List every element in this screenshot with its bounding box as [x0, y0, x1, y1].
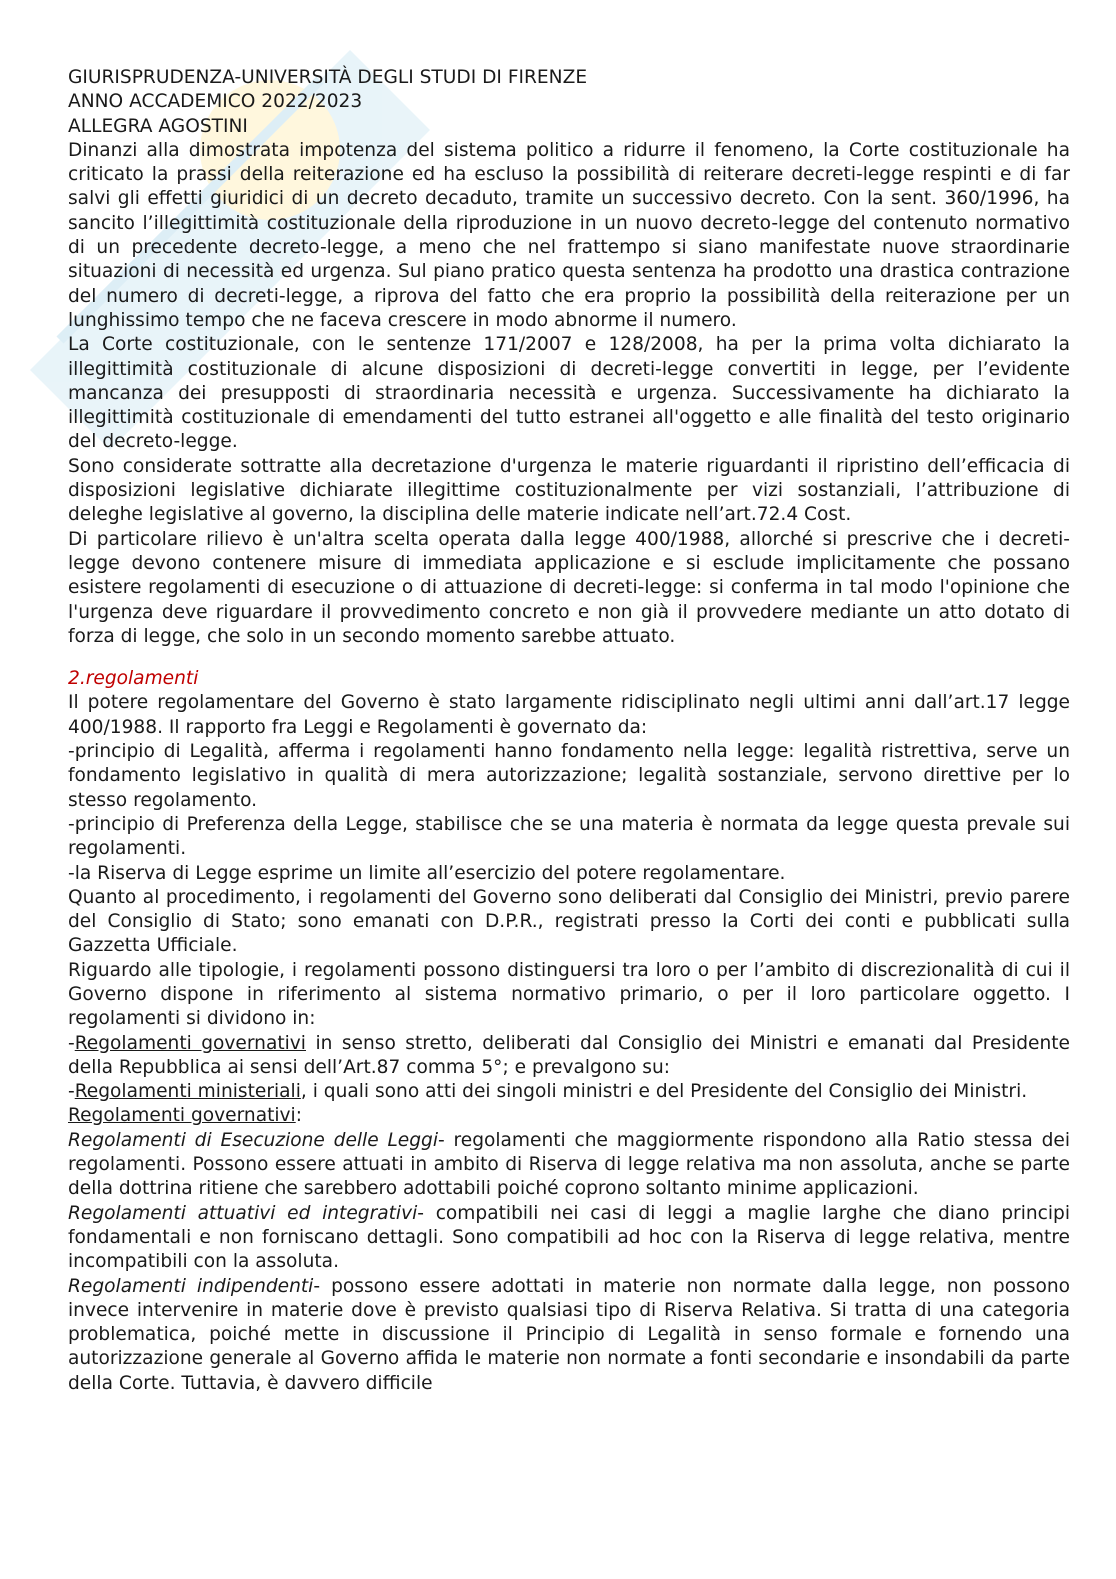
paragraph: Il potere regolamentare del Governo è stato largamente ridisciplinato negli ultimi anni dall’art.17 legge 400/1988. Il rapporto fra Leggi e Regolamenti è governato da:	[68, 692, 1070, 738]
list-item	[68, 1080, 1070, 1104]
term-indipendenti: Regolamenti indipendenti	[68, 1275, 314, 1297]
paragraph: Quanto al procedimento, i regolamenti del Governo sono deliberati dal Consiglio dei Ministri, previo parere del Consiglio di Stato; sono emanati con D.P.R., registrati presso la Corti dei conti e pubblicati sulla Gazzetta Ufficiale.	[68, 886, 1070, 957]
paragraph: -principio di Legalità, afferma i regolamenti hanno fondamento nella legge: legalità ristrettiva, serve un fondamento legislativo in qualità di mera autorizzazione; legalità sostanziale, servono direttive per lo stesso regolamento.	[68, 741, 1070, 811]
term-attuativi: Regolamenti attuativi ed integrativi	[68, 1202, 418, 1224]
paragraph: Riguardo alle tipologie, i regolamenti possono distinguersi tra loro o per l’ambito di discrezionalità di cui il Governo dispone in riferimento al sistema normativo primario, o per il loro particolare oggetto. I regolamenti si dividono in:	[68, 959, 1070, 1030]
definition-text: - regolamenti che maggiormente rispondono alla Ratio stessa dei regolamenti. Possono essere attuati in ambito di Riserva di legge relativa ma non assoluta, anche se parte della dottrina ritiene che sarebbero adottabili poiché coprono soltanto minime applicazioni.	[68, 1129, 1070, 1200]
definition-text: - compatibili nei casi di leggi a maglie larghe che diano principi fondamentali e non forniscano dettagli. Sono compatibili ad hoc con la Riserva di legge relativa, mentre incompatibili con la assoluta.	[68, 1202, 1071, 1273]
term-regolamenti-ministeriali: Regolamenti ministeriali	[74, 1081, 301, 1103]
definition-item	[68, 1275, 1070, 1396]
definition-item	[68, 1202, 1070, 1275]
paragraph: Dinanzi alla dimostrata impotenza del sistema politico a ridurre il fenomeno, la Corte costituzionale ha criticato la prassi della reiterazione ed ha escluso la possibilità di reiterare decreti-legge respinti e di far salvi gli effetti giuridici di un decreto decaduto, tramite un successivo decreto. Con la sent. 360/1996, ha sancito l’illegittimità costituzionale della riproduzione in un nuovo decreto-legge del contenuto normativo di un precedente decreto-legge, a meno che nel frattempo si siano manifestate nuove straordinarie situazioni di necessità ed urgenza. Sul piano pratico questa sentenza ha prodotto una drastica contrazione del numero di decreti-legge, a riprova del fatto che era proprio la possibilità della reiterazione per un lunghissimo tempo che ne faceva crescere in modo abnorme il numero.	[68, 139, 1070, 331]
list-dash: -	[68, 1032, 75, 1054]
header-line-2: ANNO ACCADEMICO 2022/2023	[68, 91, 363, 113]
spacer	[68, 649, 1070, 667]
paragraph: Sono considerate sottratte alla decretazione d'urgenza le materie riguardanti il ripristino dell’efficacia di disposizioni legislative dichiarate illegittime costituzionalmente per vizi sostanziali, l’attribuzione di deleghe legislative al governo, la disciplina delle materie indicate nell’art.72.4 Cost.	[68, 455, 1070, 526]
term-esecuzione: Regolamenti di Esecuzione delle Leggi	[68, 1129, 439, 1151]
list-dash: -	[68, 1081, 75, 1103]
list-item-text: , i quali sono atti dei singoli ministri e del Presidente del Consiglio dei Ministri.	[300, 1081, 1028, 1103]
definition-text: - possono essere adottati in materie non normate dalla legge, non possono invece intervenire in materie dove è previsto qualsiasi tipo di Riserva Relativa. Si tratta di una categoria problematica, poiché mette in discussione il Principio di Legalità in senso formale e fornendo una autorizzazione generale al Governo affida le materie non normate a fonti secondarie e insondabili da parte della Corte. Tuttavia, è davvero difficile	[68, 1275, 1070, 1394]
term-regolamenti-governativi: Regolamenti governativi	[74, 1032, 306, 1054]
paragraph: -la Riserva di Legge esprime un limite all’esercizio del potere regolamentare.	[68, 862, 786, 884]
subheading-colon: :	[295, 1105, 302, 1127]
header-line-1: GIURISPRUDENZA-UNIVERSITÀ DEGLI STUDI DI FIRENZE	[68, 67, 588, 88]
paragraph: Di particolare rilievo è un'altra scelta operata dalla legge 400/1988, allorché si prescrive che i decreti-legge devono contenere misure di immediata applicazione e si esclude implicitamente che possano esistere regolamenti di esecuzione o di attuazione di decreti-legge: si conferma in tal modo l'opinione che l'urgenza deve riguardare il provvedimento concreto e non già il provvedere mediante un atto dotato di forza di legge, che solo in un secondo momento sarebbe attuato.	[68, 528, 1070, 647]
list-item	[68, 1032, 1070, 1081]
header-line-3: ALLEGRA AGOSTINI	[68, 115, 248, 137]
paragraph: -principio di Preferenza della Legge, stabilisce che se una materia è normata da legge questa prevale sui regolamenti.	[68, 813, 1070, 860]
list-item-text: in senso stretto, deliberati dal Consiglio dei Ministri e emanati dal Presidente della Repubblica ai sensi dell’Art.87 comma 5°; e prevalgono su:	[68, 1032, 1070, 1078]
section-heading: 2.regolamenti	[68, 668, 199, 690]
definition-item	[68, 1129, 1070, 1202]
subheading	[68, 1104, 1070, 1128]
subheading-text: Regolamenti governativi	[68, 1105, 296, 1127]
paragraph: La Corte costituzionale, con le sentenze 171/2007 e 128/2008, ha per la prima volta dichiarato la illegittimità costituzionale di alcune disposizioni di decreti-legge convertiti in legge, per l’evidente mancanza dei presupposti di straordinaria necessità e urgenza. Successivamente ha dichiarato la illegittimità costituzionale di emendamenti del tutto estranei all'oggetto e alle finalità del testo originario del decreto-legge.	[68, 334, 1070, 453]
